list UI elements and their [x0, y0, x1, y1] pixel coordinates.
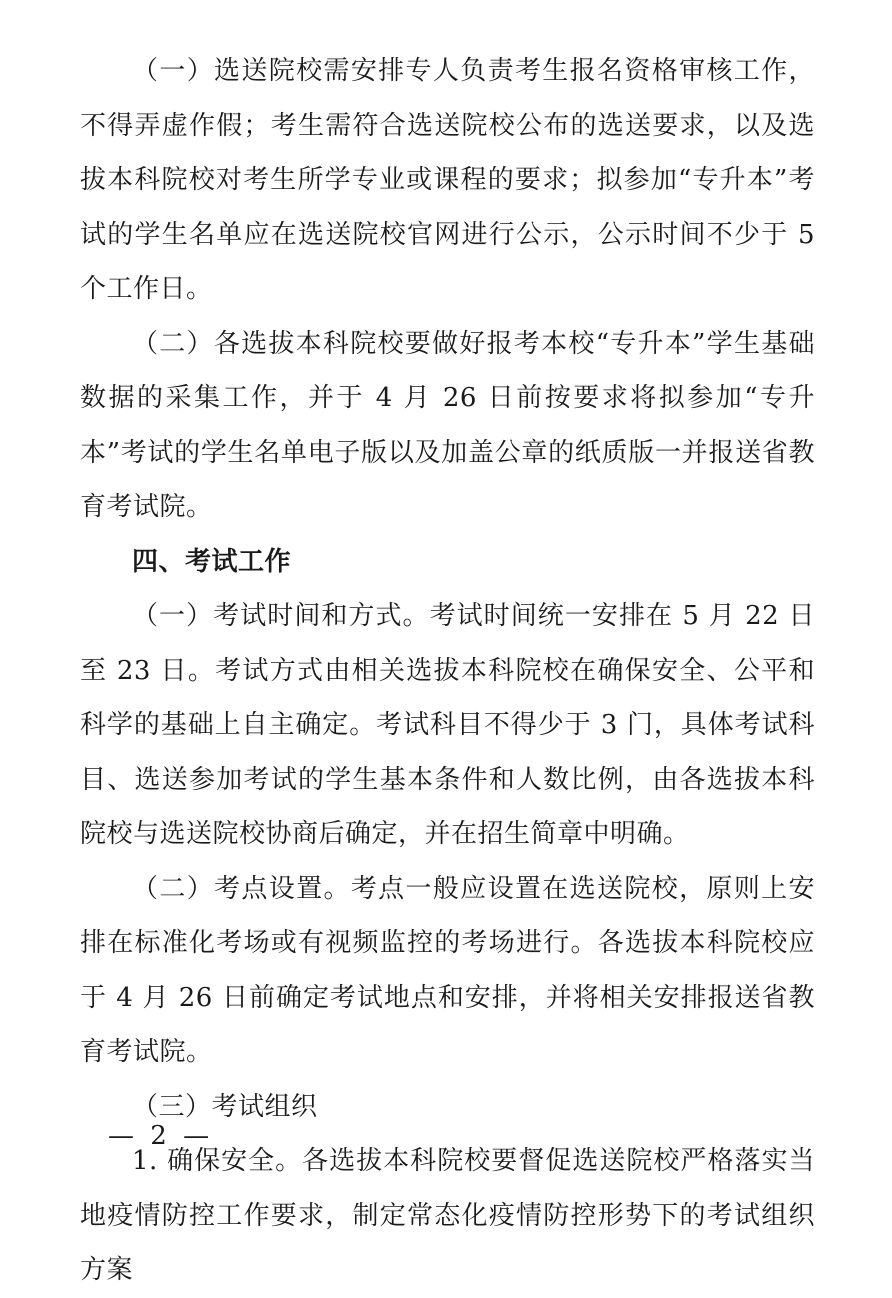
paragraph-ensure-safety: 1. 确保安全。各选拔本科院校要督促选送院校严格落实当地疫情防控工作要求，制定常态化疫情防控形势下的考试组织方案 [80, 1146, 815, 1285]
paragraph-exam-organization-heading: （三）考试组织 [132, 1091, 318, 1122]
section-heading-exam-work: 四、考试工作 [132, 546, 292, 577]
paragraph-exam-time-and-method: （一）考试时间和方式。考试时间统一安排在 5 月 22 日至 23 日。考试方式由相关选拔本科院校在确保安全、公平和科学的基础上自主确定。考试科目不得少于 3 门，具体考试科目、选送参加考试的学生基本条件和人数比例，由各选拔本科院校与选送院校协商后确定，并在招生简章中明确。 [80, 601, 815, 849]
paragraph-item-1-qualification-review: （一）选送院校需安排专人负责考生报名资格审核工作，不得弄虚作假；考生需符合选送院校公布的选送要求，以及选拔本科院校对考生所学专业或课程的要求；拟参加“专升本”考试的学生名单应在选送院校官网进行公示，公示时间不少于 5 个工作日。 [80, 56, 815, 304]
paragraph-item-2-data-collection: （二）各选拔本科院校要做好报考本校“专升本”学生基础数据的采集工作，并于 4 月 26 日前按要求将拟参加“专升本”考试的学生名单电子版以及加盖公章的纸质版一并报送省教育考试院。 [80, 328, 815, 522]
document-body [80, 44, 815, 1298]
page-number: — 2 — [108, 1121, 214, 1151]
paragraph-exam-site-setup: （二）考点设置。考点一般应设置在选送院校，原则上安排在标准化考场或有视频监控的考场进行。各选拔本科院校应于 4 月 26 日前确定考试地点和安排，并将相关安排报送省教育考试院。 [80, 873, 815, 1067]
